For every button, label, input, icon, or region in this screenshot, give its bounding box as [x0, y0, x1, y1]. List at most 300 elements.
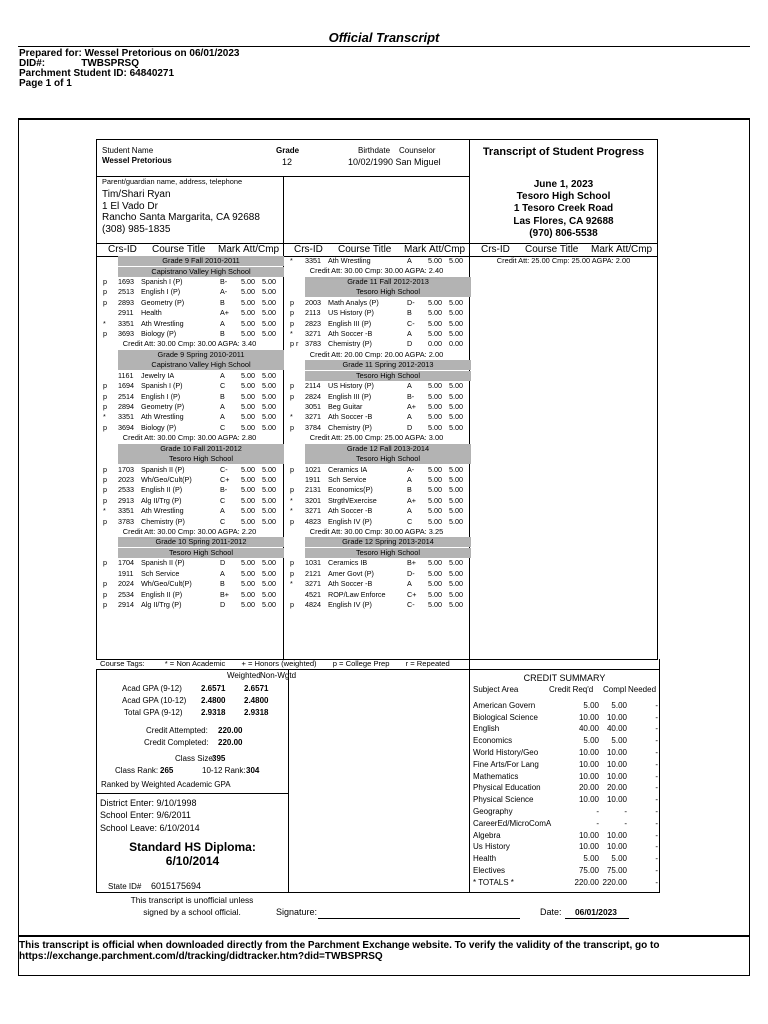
class-size-label: Class Size:	[175, 754, 216, 763]
date-label: Date:	[540, 907, 562, 917]
course-id: 3271	[305, 412, 321, 422]
course-row	[96, 308, 283, 318]
summary-required: 220.00	[574, 877, 599, 887]
course-id: 4824	[305, 600, 321, 609]
grade-value: 12	[282, 157, 293, 167]
unofficial-line-1: This transcript is unofficial unless	[130, 895, 254, 905]
course-att: 5.00	[241, 506, 255, 516]
course-id: 3783	[118, 516, 134, 526]
course-row	[96, 579, 283, 589]
summary-completed: 75.00	[606, 866, 627, 875]
course-cmp: 5.00	[262, 475, 276, 484]
header-rule	[18, 46, 750, 47]
course-mark: C-	[407, 600, 415, 609]
parent-line: Tim/Shari Ryan	[102, 189, 171, 200]
summary-bottom-rule	[96, 892, 660, 893]
box-top	[96, 139, 658, 140]
course-att: 5.00	[428, 495, 442, 505]
course-cmp: 5.00	[449, 256, 463, 265]
course-cmp: 5.00	[449, 495, 463, 505]
course-row	[96, 287, 283, 297]
course-cmp: 5.00	[449, 381, 463, 391]
course-row	[283, 475, 470, 485]
tags-label: Course Tags:	[100, 659, 145, 668]
course-cmp: 5.00	[449, 308, 463, 318]
summary-row	[473, 723, 659, 735]
summary-row	[473, 830, 659, 842]
summary-subject: * TOTALS *	[473, 877, 514, 887]
gpa-nonweighted: 2.4800	[244, 696, 269, 705]
course-att: 5.00	[241, 412, 255, 422]
summary-required: -	[596, 818, 599, 828]
summary-completed: 40.00	[606, 724, 627, 734]
course-att: 5.00	[428, 329, 442, 338]
prepared-for-line: Prepared for: Wessel Pretorious on 06/01/2023	[19, 48, 240, 59]
course-title: Ath Wrestling	[141, 412, 184, 422]
course-title: Sch Service	[141, 568, 180, 578]
summary-subject: Fine Arts/For Lang	[473, 759, 539, 769]
term-header: Grade 11 Fall 2012-2013	[305, 277, 471, 287]
summary-subject: Physical Science	[473, 795, 534, 805]
course-cmp: 5.00	[262, 589, 276, 599]
course-mark: D	[407, 339, 413, 349]
course-mark: A+	[407, 402, 416, 411]
course-id: 2114	[305, 381, 321, 391]
course-tag: *	[290, 579, 293, 589]
student-name-label: Student Name	[102, 146, 154, 155]
term-credit: Credit Att: 30.00 Cmp: 30.00 AGPA: 2.20	[122, 527, 257, 536]
course-row	[283, 392, 470, 402]
summary-row	[473, 700, 659, 712]
course-title: English I (P)	[141, 391, 181, 401]
summary-required: 40.00	[578, 724, 599, 734]
summary-row	[473, 771, 659, 783]
course-id: 3351	[118, 318, 134, 328]
course-row	[96, 600, 283, 610]
course-mark: B+	[407, 558, 416, 568]
course-title: Spanish II (P)	[141, 558, 185, 568]
course-tags	[100, 659, 450, 669]
course-id: 2913	[118, 495, 134, 505]
course-cmp: 5.00	[449, 485, 463, 495]
course-title: Alg II/Trg (P)	[141, 495, 182, 505]
course-id: 2911	[118, 308, 134, 318]
course-row	[283, 319, 470, 329]
term-credit: Credit Att: 25.00 Cmp: 25.00 AGPA: 3.00	[309, 433, 444, 443]
course-cmp: 5.00	[449, 464, 463, 474]
gpa-nonweighted: 2.9318	[244, 708, 269, 717]
footer-rule-bottom	[18, 975, 750, 976]
summary-needed: -	[655, 854, 658, 864]
course-title: Biology (P)	[141, 329, 177, 338]
diploma-type: Standard HS Diploma:	[129, 840, 256, 854]
course-cmp: 5.00	[449, 318, 463, 328]
course-tag: p	[103, 475, 107, 484]
course-att: 5.00	[241, 485, 255, 495]
course-id: 2113	[305, 308, 321, 318]
school-header: Tesoro High School	[305, 371, 471, 381]
course-tag: p	[103, 381, 107, 391]
state-id-value: 6015175694	[151, 881, 202, 891]
term-header: Grade 9 Spring 2010-2011	[118, 350, 284, 360]
school-info-line: 1 Tesoro Creek Road	[513, 203, 614, 215]
class-size-value: 395	[212, 754, 226, 763]
school-info-line: Las Flores, CA 92688	[513, 215, 614, 227]
course-att: 5.00	[428, 558, 442, 568]
course-cmp: 5.00	[262, 485, 276, 495]
course-title: US History (P)	[328, 308, 374, 318]
course-cmp: 5.00	[262, 422, 276, 432]
date-line	[565, 918, 629, 919]
course-row	[283, 256, 470, 266]
course-cmp: 5.00	[262, 516, 276, 526]
tag-honors: + = Honors (weighted)	[241, 659, 317, 668]
summary-required: 5.00	[583, 854, 599, 864]
parent-label: Parent/guardian name, address, telephone	[102, 177, 243, 186]
course-row	[96, 298, 283, 308]
school-header: Capistrano Valley High School	[118, 267, 284, 277]
course-cmp: 5.00	[262, 370, 276, 380]
column-header: Mark	[591, 244, 614, 255]
course-row	[96, 277, 283, 287]
course-title: Spanish I (P)	[141, 381, 183, 391]
course-tag: *	[290, 506, 293, 516]
school-header: Tesoro High School	[305, 454, 471, 464]
course-att: 5.00	[428, 256, 442, 265]
counselor-label: Counselor	[399, 146, 436, 155]
course-row	[96, 475, 283, 485]
class-rank-label: Class Rank:	[115, 766, 159, 775]
summary-row	[473, 759, 659, 771]
column-header: Crs-ID	[481, 244, 510, 255]
course-title: Ath Wrestling	[328, 256, 371, 265]
course-title: Economics(P)	[328, 485, 373, 495]
header-rule-thick	[18, 118, 750, 120]
summary-needed: -	[655, 724, 658, 734]
course-title: Strgth/Exercise	[328, 495, 377, 505]
course-id: 1911	[305, 475, 321, 484]
summary-completed: 5.00	[611, 700, 627, 710]
summary-header: Needed	[628, 685, 657, 694]
summary-required: -	[596, 807, 599, 816]
frame-right	[749, 118, 750, 936]
gpa-weighted: 2.4800	[201, 696, 226, 705]
summary-subject: American Govern	[473, 700, 536, 710]
course-mark: B	[220, 297, 225, 307]
parent-address	[102, 189, 260, 235]
course-row	[96, 371, 283, 381]
rank-1012-value: 304	[246, 766, 260, 775]
course-title: Amer Govt (P)	[328, 568, 374, 578]
course-id: 2023	[118, 475, 134, 484]
column-header: Att/Cmp	[243, 244, 280, 255]
course-tag: p	[103, 287, 107, 297]
course-cmp: 5.00	[262, 495, 276, 505]
school-info	[470, 179, 657, 240]
course-att: 5.00	[428, 516, 442, 526]
course-row	[283, 339, 470, 349]
summary-subject: Us History	[473, 842, 510, 852]
summary-row	[473, 841, 659, 853]
course-title: English II (P)	[141, 485, 183, 495]
course-id: 2894	[118, 402, 134, 411]
course-mark: A	[407, 579, 412, 589]
course-tag: p	[103, 558, 107, 568]
course-mark: C	[220, 495, 226, 505]
summary-subject: Economics	[473, 736, 513, 746]
course-row	[283, 423, 470, 433]
course-row	[96, 423, 283, 433]
column-header: Course Title	[152, 244, 206, 255]
course-id: 3784	[305, 422, 321, 432]
course-title: Jewelry IA	[141, 370, 175, 380]
course-row	[283, 298, 470, 308]
course-att: 5.00	[428, 600, 442, 609]
course-cmp: 5.00	[449, 402, 463, 411]
course-att: 5.00	[241, 318, 255, 328]
course-id: 3351	[118, 412, 134, 422]
nonweighted-label: Non-Wgtd	[260, 671, 297, 680]
course-cmp: 5.00	[262, 558, 276, 568]
prepared-for-block	[19, 49, 239, 89]
summary-row	[473, 806, 659, 818]
course-id: 1703	[118, 464, 134, 474]
course-cmp: 0.00	[449, 339, 463, 349]
summary-completed: 10.00	[606, 759, 627, 769]
course-tag: *	[290, 412, 293, 422]
credit-summary-title: CREDIT SUMMARY	[523, 673, 606, 683]
course-row	[96, 329, 283, 339]
course-row	[96, 381, 283, 391]
summary-subject: Algebra	[473, 830, 501, 840]
summary-row	[473, 818, 659, 830]
course-cmp: 5.00	[262, 287, 276, 297]
course-mark: A	[407, 412, 412, 422]
course-title: English I (P)	[141, 287, 181, 297]
course-att: 5.00	[241, 516, 255, 526]
course-row	[283, 506, 470, 516]
page-count-line: Page 1 of 1	[19, 78, 72, 89]
course-mark: C	[220, 381, 226, 391]
summary-required: 20.00	[578, 783, 599, 793]
summary-completed: -	[624, 818, 627, 828]
course-id: 1694	[118, 381, 134, 391]
course-tag: p	[290, 600, 294, 609]
parent-line: (308) 985-1835	[102, 223, 171, 235]
course-id: 1704	[118, 558, 134, 568]
column-header: Course Title	[338, 244, 392, 255]
course-id: 2131	[305, 485, 321, 495]
course-cmp: 5.00	[449, 506, 463, 516]
summary-subject: CareerEd/MicroComA	[473, 818, 552, 828]
course-tag: p	[290, 297, 294, 307]
school-dates	[100, 797, 200, 834]
course-title: Geometry (P)	[141, 297, 185, 307]
district-enter: District Enter: 9/10/1998	[100, 798, 197, 808]
term-header: Grade 9 Fall 2010-2011	[118, 256, 284, 266]
summary-required: 75.00	[578, 866, 599, 875]
course-id: 1021	[305, 464, 321, 474]
course-mark: C-	[407, 318, 415, 328]
summary-top-rule	[96, 669, 660, 670]
course-id: 2514	[118, 391, 134, 401]
summary-row	[473, 735, 659, 747]
column-header: Mark	[404, 244, 427, 255]
course-id: 2513	[118, 287, 134, 297]
course-tag: *	[103, 318, 106, 328]
column-header: Att/Cmp	[616, 244, 653, 255]
gpa-weighted: 2.6571	[201, 684, 226, 693]
course-row	[96, 558, 283, 568]
course-att: 5.00	[428, 485, 442, 495]
course-att: 5.00	[241, 277, 255, 286]
course-title: Wh/Geo/Cult(P)	[141, 475, 192, 484]
course-id: 1161	[118, 370, 134, 380]
term-credit: Credit Att: 30.00 Cmp: 30.00 AGPA: 3.40	[122, 339, 257, 349]
course-att: 5.00	[428, 297, 442, 307]
course-cmp: 5.00	[449, 558, 463, 568]
course-mark: C	[220, 422, 226, 432]
summary-completed: 10.00	[606, 842, 627, 852]
course-tag: p	[290, 381, 294, 391]
summary-row	[473, 782, 659, 794]
course-row	[283, 600, 470, 610]
course-row	[283, 517, 470, 527]
gpa-label: Total GPA (9-12)	[124, 708, 183, 717]
course-title: Ath Wrestling	[141, 506, 184, 516]
course-tag: *	[103, 506, 106, 516]
course-title: Ceramics IA	[328, 464, 368, 474]
course-cmp: 5.00	[449, 579, 463, 589]
course-mark: A+	[220, 308, 229, 318]
term-header: Grade 10 Spring 2011-2012	[118, 537, 284, 547]
summary-subject: English	[473, 724, 500, 734]
course-att: 5.00	[428, 391, 442, 401]
school-info-line: Tesoro High School	[516, 191, 611, 203]
course-att: 5.00	[241, 579, 255, 589]
course-id: 3271	[305, 579, 321, 589]
course-att: 5.00	[428, 506, 442, 516]
summary-subject: Health	[473, 854, 497, 864]
summary-needed: -	[655, 759, 658, 769]
course-cmp: 5.00	[262, 329, 276, 338]
course-mark: A	[407, 475, 412, 484]
course-tag: p	[103, 402, 107, 411]
diploma	[96, 840, 289, 868]
course-cmp: 5.00	[262, 506, 276, 516]
term-header: Grade 12 Spring 2013-2014	[305, 537, 471, 547]
summary-required: 10.00	[578, 830, 599, 840]
course-cmp: 5.00	[449, 516, 463, 526]
signature-line[interactable]	[318, 918, 520, 919]
gpa-label: Acad GPA (10-12)	[122, 696, 187, 705]
course-tag: p	[103, 516, 107, 526]
summary-needed: -	[655, 807, 658, 816]
summary-required: 5.00	[583, 700, 599, 710]
course-cmp: 5.00	[262, 579, 276, 589]
summary-completed: 10.00	[606, 830, 627, 840]
course-cmp: 5.00	[262, 568, 276, 578]
course-tag: p	[103, 277, 107, 286]
course-row	[283, 465, 470, 475]
summary-row	[473, 794, 659, 806]
course-id: 3693	[118, 329, 134, 338]
course-att: 5.00	[241, 308, 255, 318]
course-mark: D-	[407, 297, 415, 307]
course-cmp: 5.00	[262, 277, 276, 286]
box-right	[657, 139, 658, 659]
course-id: 3271	[305, 506, 321, 516]
course-mark: B-	[220, 277, 228, 286]
course-title: Chemistry (P)	[328, 422, 372, 432]
summary-subject: Mathematics	[473, 771, 519, 781]
course-cmp: 5.00	[262, 402, 276, 411]
unofficial-line-2: signed by a school official.	[143, 907, 241, 917]
summary-needed: -	[655, 736, 658, 746]
course-id: 3271	[305, 329, 321, 338]
course-mark: B-	[220, 485, 228, 495]
course-mark: D-	[407, 568, 415, 578]
course-row	[96, 485, 283, 495]
student-name: Wessel Pretorious	[102, 156, 172, 165]
course-row	[283, 402, 470, 412]
course-mark: B-	[407, 391, 415, 401]
gpa-nonweighted: 2.6571	[244, 684, 269, 693]
course-mark: B	[407, 308, 412, 318]
course-title: Ceramics IB	[328, 558, 368, 568]
course-att: 5.00	[241, 402, 255, 411]
course-att: 5.00	[428, 589, 442, 599]
course-att: 5.00	[428, 308, 442, 318]
summary-completed: 5.00	[611, 736, 627, 746]
course-id: 2533	[118, 485, 134, 495]
credit-completed-value: 220.00	[218, 738, 243, 747]
course-mark: A	[407, 506, 412, 516]
term-credit: Credit Att: 30.00 Cmp: 30.00 AGPA: 2.80	[122, 433, 257, 443]
course-tag: *	[290, 329, 293, 338]
course-row	[96, 465, 283, 475]
course-id: 2914	[118, 600, 134, 609]
summary-completed: 5.00	[611, 854, 627, 864]
school-header: Tesoro High School	[118, 548, 284, 558]
course-cmp: 5.00	[449, 329, 463, 338]
course-id: 1693	[118, 277, 134, 286]
course-mark: D	[220, 600, 226, 609]
summary-needed: -	[655, 877, 658, 887]
gpa-label: Acad GPA (9-12)	[122, 684, 182, 693]
summary-header: Compl	[603, 685, 627, 694]
course-title: Ath Soccer -B	[328, 579, 373, 589]
summary-required: 5.00	[583, 736, 599, 746]
summary-row	[473, 747, 659, 759]
summary-completed: 10.00	[606, 795, 627, 805]
course-cmp: 5.00	[449, 297, 463, 307]
course-att: 5.00	[241, 589, 255, 599]
summary-header: Credit Req'd	[549, 685, 594, 694]
course-row	[96, 517, 283, 527]
course-row	[96, 392, 283, 402]
course-att: 5.00	[241, 287, 255, 297]
summary-right	[659, 659, 660, 893]
course-id: 3351	[305, 256, 321, 265]
course-id: 2003	[305, 297, 321, 307]
summary-needed: -	[655, 842, 658, 852]
summary-required: 10.00	[578, 712, 599, 722]
course-tag: *	[103, 412, 106, 422]
course-row	[283, 579, 470, 589]
course-mark: B+	[220, 589, 229, 599]
course-att: 5.00	[241, 464, 255, 474]
